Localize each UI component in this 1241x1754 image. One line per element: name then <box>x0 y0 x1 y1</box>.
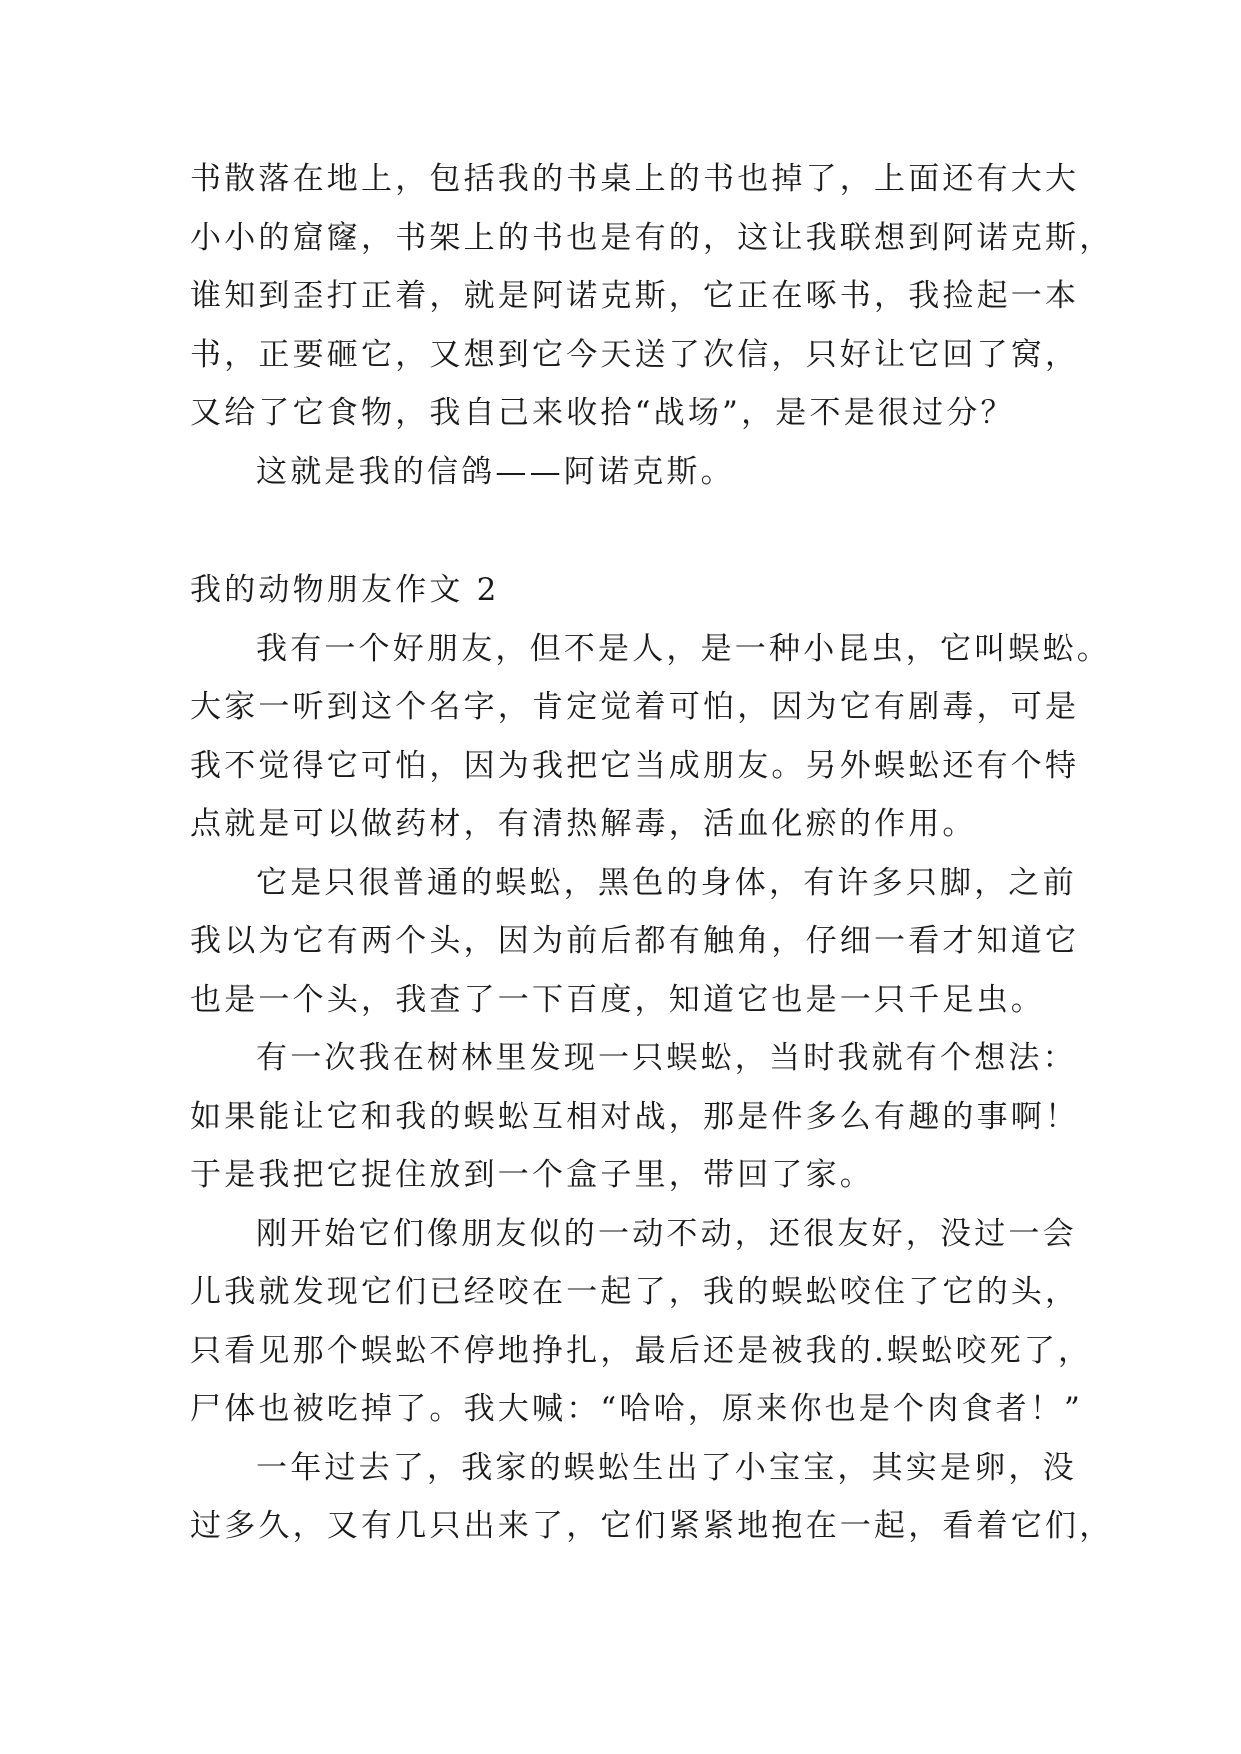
paragraph-first-line: 我有一个好朋友，但不是人，是一种小昆虫，它叫蜈蚣。 <box>256 630 1111 667</box>
section-gap <box>190 501 1060 561</box>
text-line: 只看见那个蜈蚣不停地挣扎，最后还是被我的.蜈蚣咬死了， <box>190 1332 1093 1369</box>
text-line: 大家一听到这个名字，肯定觉着可怕，因为它有剧毒，可是 <box>190 689 1080 725</box>
paragraph-first-line: 它是只很普通的蜈蚣，黑色的身体，有许多只脚，之前 <box>256 864 1077 901</box>
paragraph-first-line: 这就是我的信鸽——阿诺克斯。 <box>256 453 735 490</box>
text-line: 尸体也被吃掉了。我大喊：“哈哈，原来你也是个肉食者！” <box>190 1391 1084 1427</box>
text-line: 谁知到歪打正着，就是阿诺克斯，它正在啄书，我捡起一本 <box>190 278 1080 314</box>
text-line: 如果能让它和我的蜈蚣互相对战，那是件多么有趣的事啊！ <box>190 1098 1080 1135</box>
text-line: 又给了它食物，我自己来收拾“战场”，是不是很过分？ <box>190 395 1015 431</box>
text-line: 点就是可以做药材，有清热解毒，活血化瘀的作用。 <box>190 806 977 842</box>
document-page <box>190 150 1114 1556</box>
text-line: 也是一个头，我查了一下百度，知道它也是一只千足虫。 <box>190 981 1045 1018</box>
paragraph-first-line: 有一次我在树林里发现一只蜈蚣，当时我就有个想法： <box>256 1040 1077 1076</box>
text-line: 儿我就发现它们已经咬在一起了，我的蜈蚣咬住了它的头， <box>190 1274 1080 1310</box>
text-line: 于是我把它捉住放到一个盒子里，带回了家。 <box>190 1157 874 1193</box>
section-title: 我的动物朋友作文 2 <box>190 572 500 608</box>
paragraph-first-line: 刚开始它们像朋友似的一动不动，还很友好，没过一会 <box>256 1215 1077 1252</box>
text-line: 我以为它有两个头，因为前后都有触角，仔细一看才知道它 <box>190 923 1080 959</box>
text-line: 书散落在地上，包括我的书桌上的书也掉了，上面还有大大 <box>190 161 1080 197</box>
text-line: 小小的窟窿，书架上的书也是有的，这让我联想到阿诺克斯， <box>190 219 1114 256</box>
text-line: 过多久，又有几只出来了，它们紧紧地抱在一起，看着它们， <box>190 1508 1114 1544</box>
paragraph-first-line: 一年过去了，我家的蜈蚣生出了小宝宝，其实是卵，没 <box>256 1449 1077 1486</box>
text-line: 我不觉得它可怕，因为我把它当成朋友。另外蜈蚣还有个特 <box>190 747 1080 784</box>
text-line: 书，正要砸它，又想到它今天送了次信，只好让它回了窝， <box>190 336 1080 373</box>
